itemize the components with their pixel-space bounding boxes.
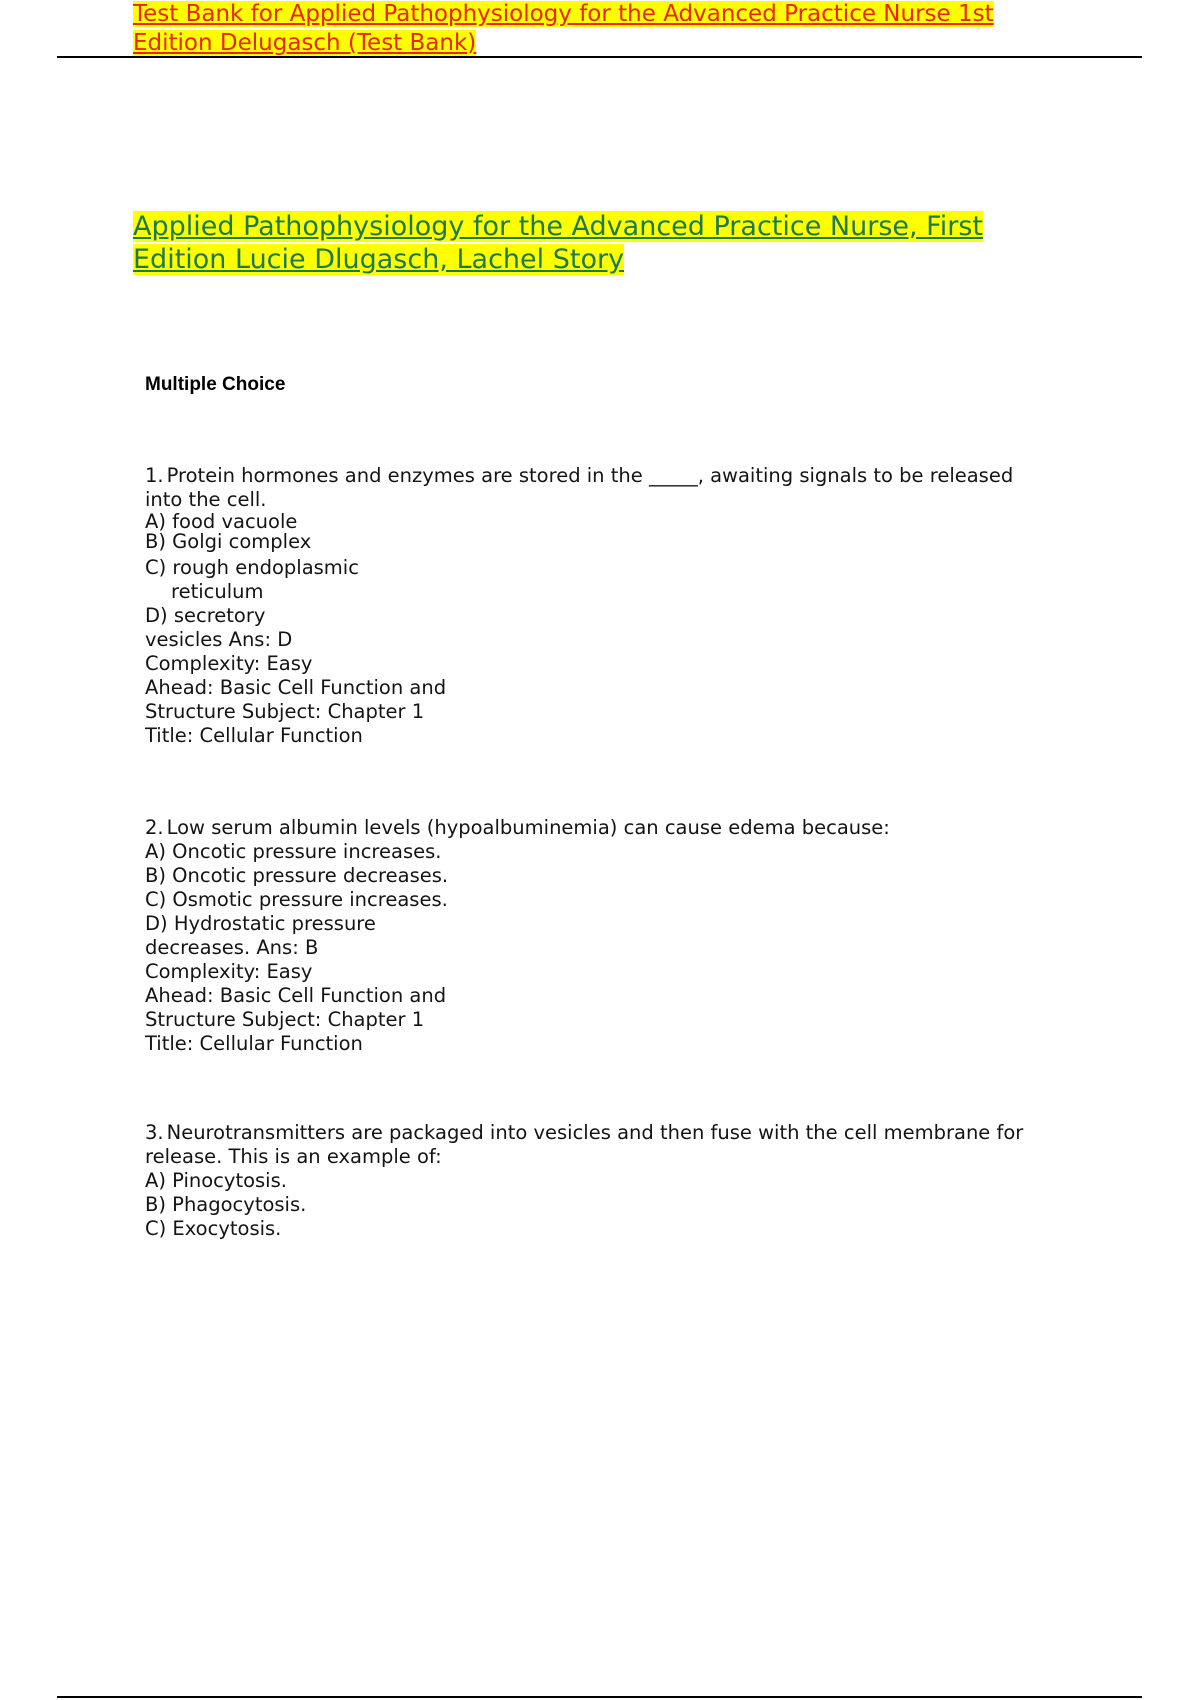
question-2 <box>145 816 1075 1056</box>
option-c: C) rough endoplasmic <box>145 556 359 579</box>
header-divider <box>57 56 1142 58</box>
book-title-line-1: Applied Pathophysiology for the Advanced Practice Nurse, First <box>133 211 983 242</box>
question-stem-continued: release. This is an example of: <box>145 1145 442 1168</box>
complexity: Complexity: Easy <box>145 960 313 983</box>
footer-divider <box>57 1696 1142 1698</box>
ahead: Ahead: Basic Cell Function and <box>145 984 447 1007</box>
document-header-link[interactable] <box>133 0 1063 58</box>
option-a: A) food vacuole <box>145 510 298 533</box>
option-d: D) secretory <box>145 604 266 627</box>
question-stem: 2. Low serum albumin levels (hypoalbuminemia) can cause edema because: <box>145 816 890 839</box>
option-b: B) Golgi complex <box>145 530 312 553</box>
question-stem: 1. Protein hormones and enzymes are stored in the _____, awaiting signals to be released <box>145 464 1014 487</box>
question-number: 1. <box>145 464 164 487</box>
answer-line: vesicles Ans: D <box>145 628 293 651</box>
answer-line: decreases. Ans: B <box>145 936 319 959</box>
question-3 <box>145 1121 1075 1241</box>
section-heading: Multiple Choice <box>145 374 286 395</box>
option-b: B) Oncotic pressure decreases. <box>145 864 449 887</box>
option-c: C) Osmotic pressure increases. <box>145 888 448 911</box>
question-1 <box>145 464 1075 748</box>
question-stem-continued: into the cell. <box>145 488 267 511</box>
question-title: Title: Cellular Function <box>145 724 363 747</box>
option-b: B) Phagocytosis. <box>145 1193 307 1216</box>
subject: Structure Subject: Chapter 1 <box>145 1008 425 1031</box>
option-c-continued: reticulum <box>171 580 264 603</box>
option-a: A) Oncotic pressure increases. <box>145 840 442 863</box>
header-line-2: Edition Delugasch (Test Bank) <box>133 30 477 56</box>
ahead: Ahead: Basic Cell Function and <box>145 676 447 699</box>
question-title: Title: Cellular Function <box>145 1032 363 1055</box>
option-a: A) Pinocytosis. <box>145 1169 287 1192</box>
question-number: 2. <box>145 816 164 839</box>
subject: Structure Subject: Chapter 1 <box>145 700 425 723</box>
option-d: D) Hydrostatic pressure <box>145 912 376 935</box>
book-title-line-2: Edition Lucie Dlugasch, Lachel Story <box>133 244 625 275</box>
complexity: Complexity: Easy <box>145 652 313 675</box>
option-c: C) Exocytosis. <box>145 1217 282 1240</box>
header-line-1: Test Bank for Applied Pathophysiology for the Advanced Practice Nurse 1st <box>133 1 994 27</box>
question-stem: 3. Neurotransmitters are packaged into vesicles and then fuse with the cell membrane for <box>145 1121 1024 1144</box>
question-number: 3. <box>145 1121 164 1144</box>
book-title-link[interactable] <box>133 210 1093 276</box>
